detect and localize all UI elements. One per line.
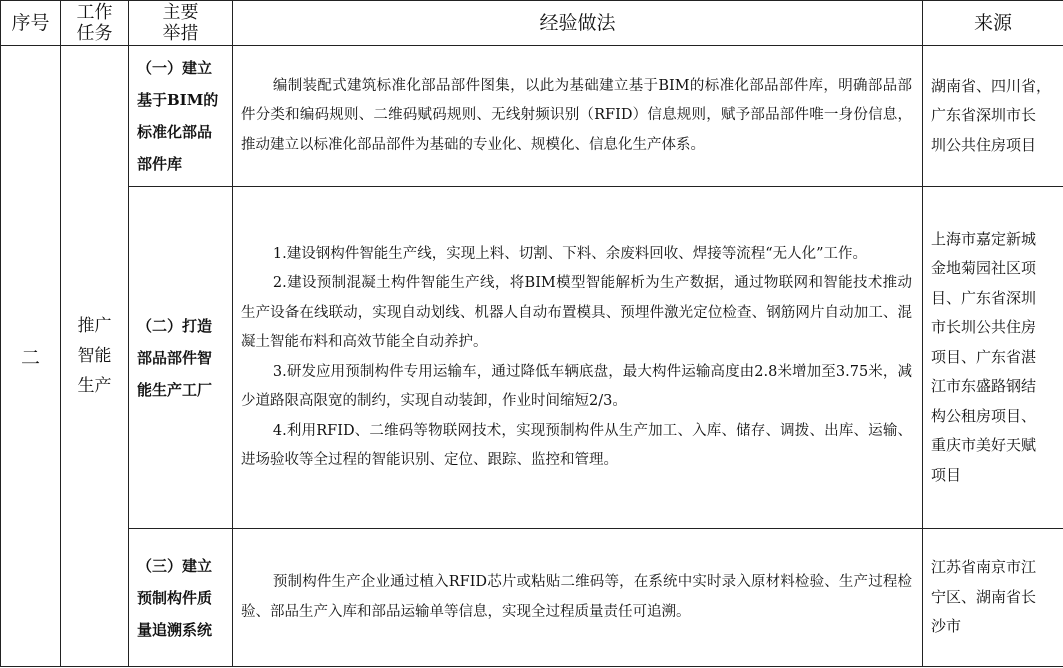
source-cell: [923, 529, 1063, 667]
task-line: 推广: [77, 316, 112, 336]
experience-paragraph: 1.建设钢构件智能生产线，实现上料、切割、下料、余废料回收、焊接等流程“无人化”工作。: [272, 245, 868, 262]
row-seq: 二: [1, 46, 61, 667]
table-row: [1, 46, 1063, 187]
measure-line: 标准化部品: [137, 123, 213, 141]
measure-line: 能生产工厂: [137, 380, 213, 399]
source-line: 上海市嘉定新城: [931, 229, 1037, 248]
source-line: 江苏省南京市江: [931, 558, 1037, 577]
measure-cell: [129, 46, 233, 187]
source-line: 金地菊园社区项: [931, 259, 1037, 278]
source-line: 重庆市美好天赋: [931, 436, 1037, 455]
task-line: 生产: [77, 376, 112, 396]
measure-line: （一）建立: [137, 59, 213, 77]
measure-line: （二）打造: [137, 316, 213, 335]
experience-paragraph: 编制装配式建筑标准化部品部件图集，以此为基础建立基于BIM的标准化部品部件库，明确部品部件分类和编码规则、二维码赋码规则、无线射频识别（RFID）信息规则，赋予部品部件唯一身份信息，推动建立以标准化部品部件为基础的专业化、规模化、信息化生产体系。: [241, 77, 912, 153]
source-line: 项目、广东省湛: [931, 347, 1037, 366]
experience-cell: [233, 529, 923, 667]
header-row: [1, 1, 1063, 46]
header-seq: 序号: [1, 1, 61, 46]
source-line: 广东省深圳市长: [931, 106, 1037, 125]
source-line: 市长圳公共住房: [931, 318, 1037, 337]
header-source: 来源: [923, 1, 1063, 46]
experience-cell: [233, 187, 923, 529]
row-task: [61, 46, 129, 667]
experience-paragraph: 4.利用RFID、二维码等物联网技术，实现预制构件从生产加工、入库、储存、调拨、出库、运输、进场验收等全过程的智能识别、定位、跟踪、监控和管理。: [241, 422, 912, 468]
experience-paragraph: 2.建设预制混凝土构件智能生产线，将BIM模型智能解析为生产数据，通过物联网和智能技术推动生产设备在线联动，实现自动划线、机器人自动布置模具、预埋件激光定位检查、钢筋网片自动加工、混凝土智能布料和高效节能全自动养护。: [241, 275, 912, 350]
measure-line: 基于BIM的: [137, 91, 219, 109]
measure-line: 量追溯系统: [137, 620, 213, 639]
header-measure: [129, 1, 233, 46]
source-line: 项目: [931, 465, 962, 484]
measure-cell: [129, 529, 233, 667]
source-line: 构公租房项目、: [931, 406, 1037, 425]
experience-cell: [233, 46, 923, 187]
header-task: [61, 1, 129, 46]
measure-line: 预制构件质: [137, 588, 213, 607]
source-line: 圳公共住房项目: [931, 135, 1037, 154]
measure-cell: [129, 187, 233, 529]
header-experience: 经验做法: [233, 1, 923, 46]
measure-line: 部件库: [137, 155, 183, 173]
table-row: [1, 187, 1063, 529]
source-cell: [923, 187, 1063, 529]
header-task-line: 工作: [76, 2, 113, 23]
measure-line: 部品部件智: [137, 348, 213, 367]
header-measure-line: 举措: [162, 23, 199, 44]
table-row: [1, 529, 1063, 667]
task-line: 智能: [77, 346, 112, 366]
experience-paragraph: 3.研发应用预制构件专用运输车，通过降低车辆底盘，最大构件运输高度由2.8米增加至3.75米，减少道路限高限宽的制约，实现自动装卸，作业时间缩短2/3。: [241, 363, 912, 409]
source-line: 宁区、湖南省长: [931, 587, 1037, 606]
measure-line: （三）建立: [137, 556, 213, 575]
source-line: 目、广东省深圳: [931, 288, 1037, 307]
source-line: 湖南省、四川省，: [931, 76, 1052, 95]
header-task-line: 任务: [76, 23, 113, 44]
source-cell: [923, 46, 1063, 187]
source-line: 江市东盛路钢结: [931, 377, 1037, 396]
header-measure-line: 主要: [162, 2, 199, 23]
source-line: 沙市: [931, 617, 962, 636]
experience-paragraph: 预制构件生产企业通过植入RFID芯片或粘贴二维码等，在系统中实时录入原材料检验、生产过程检验、部品生产入库和部品运输单等信息，实现全过程质量责任可追溯。: [241, 574, 912, 620]
